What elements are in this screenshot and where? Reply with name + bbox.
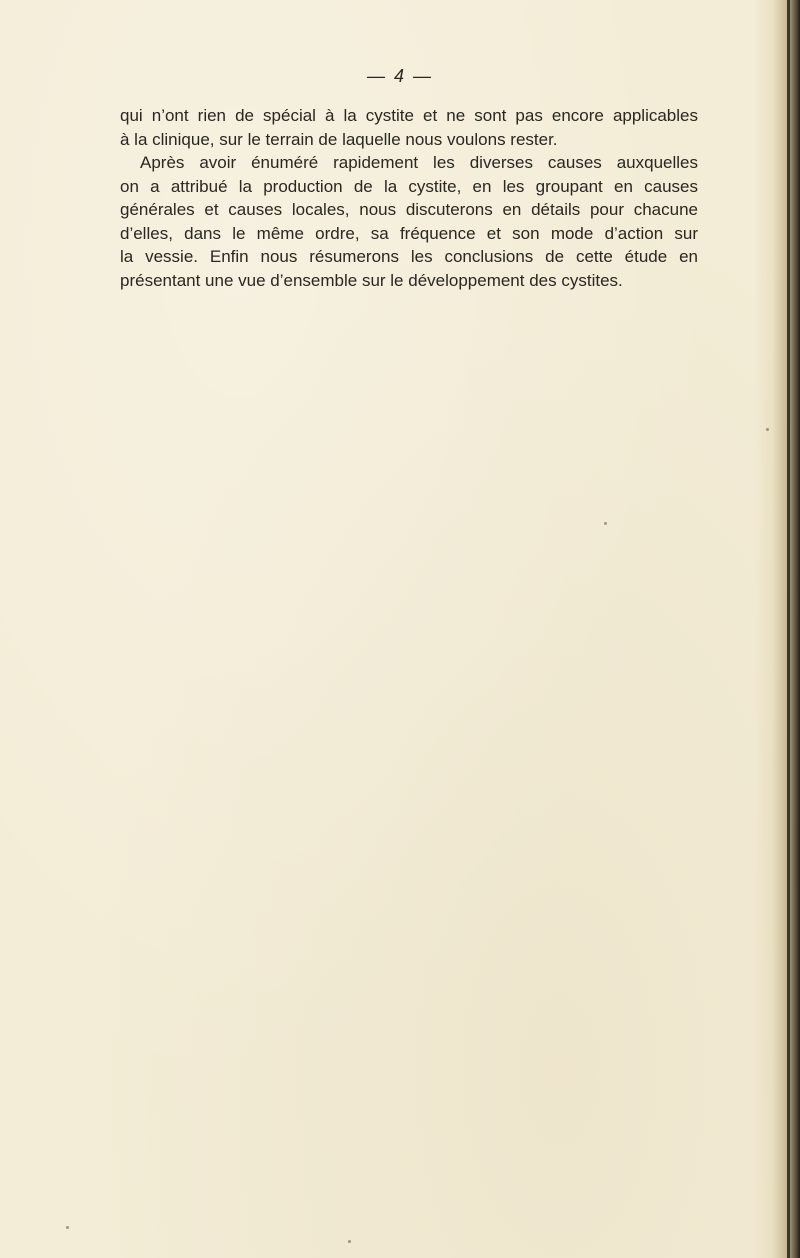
binding-edge-shadow — [754, 0, 800, 1258]
text-line: d’elles, dans le même ordre, sa fréquence et son mode d’action sur — [120, 223, 698, 243]
text-line: Après avoir énuméré rapidement les diverses causes auxquelles — [140, 153, 698, 172]
page-number: — 4 — — [366, 66, 433, 86]
paper-speck — [604, 522, 607, 525]
paper-speck — [348, 1240, 351, 1243]
text-line: qui n’ont rien de spécial à la cystite et ne sont pas encore applicables — [120, 106, 698, 125]
body-text — [120, 104, 698, 292]
paragraph-2 — [120, 151, 698, 292]
text-line: générales et causes locales, nous discuterons en détails pour chacune — [120, 200, 698, 219]
text-line: à la clinique, sur le terrain de laquelle nous voulons rester. — [120, 129, 558, 149]
paragraph-1 — [120, 104, 698, 151]
text-line: la vessie. Enfin nous résumerons les conclusions de cette étude en — [120, 247, 698, 266]
binding-edge-line — [787, 0, 790, 1258]
paper-speck — [766, 428, 769, 431]
text-line: présentant une vue d’ensemble sur le développement des cystites. — [120, 270, 623, 290]
paper-speck — [66, 1226, 69, 1229]
text-line: on a attribué la production de la cystite, en les groupant en causes — [120, 176, 698, 196]
